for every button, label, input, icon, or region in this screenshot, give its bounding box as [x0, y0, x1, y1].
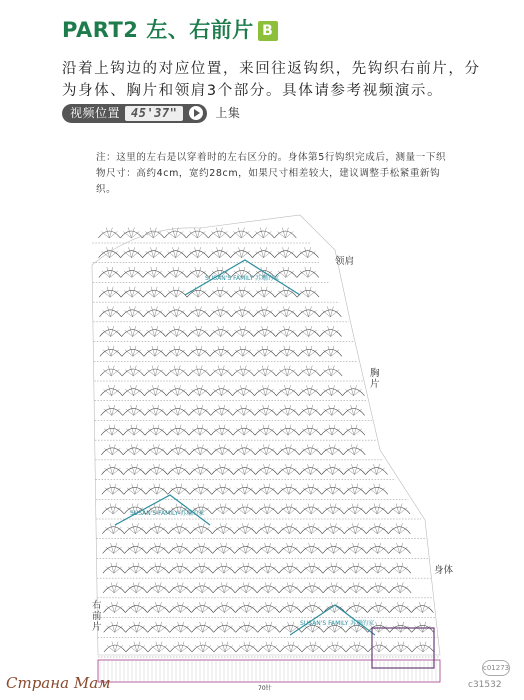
chest-label: 胸片	[370, 368, 380, 390]
svg-text:SUSAN'S FAMILY 苏珊的家: SUSAN'S FAMILY 苏珊的家	[130, 510, 205, 517]
shell-row	[97, 582, 433, 597]
shell-rows	[92, 228, 439, 657]
shell-row	[96, 464, 396, 479]
diagram-marks	[92, 215, 440, 682]
shell-row	[96, 484, 409, 499]
shell-row	[97, 563, 431, 578]
title-text: PART2 左、右前片	[62, 18, 254, 42]
svg-text:SUSAN'S FAMILY 苏珊的家: SUSAN'S FAMILY 苏珊的家	[300, 620, 375, 627]
body-label: 身体	[434, 565, 454, 576]
shell-row	[92, 228, 311, 243]
video-part: 上集	[215, 106, 241, 120]
shell-row	[93, 287, 339, 302]
bottom-stitch-count: 70针	[258, 685, 272, 692]
corner-badge: c01273	[482, 660, 510, 676]
shell-row	[94, 385, 367, 400]
video-time: 45'37"	[125, 106, 183, 121]
part-badge: B	[258, 21, 278, 41]
shell-row	[94, 326, 354, 341]
site-watermark: Страна Мам	[6, 674, 111, 692]
collar-label: 领肩	[335, 256, 355, 267]
shell-row	[95, 425, 376, 440]
shell-row	[95, 444, 383, 459]
shell-row	[93, 247, 321, 262]
right-front-label: 右前片	[92, 600, 102, 633]
shell-row	[98, 622, 438, 637]
shell-row	[97, 602, 435, 617]
shell-row	[98, 642, 440, 657]
intro-text: 沿着上钩边的对应位置，来回往返钩织，先钩织右前片，分为身体、胸片和领肩3个部分。具体请参考视频演示。	[62, 61, 481, 99]
svg-text:SUSAN'S FAMILY 苏珊的家: SUSAN'S FAMILY 苏珊的家	[205, 275, 280, 282]
shell-row	[94, 346, 358, 361]
shell-row	[95, 405, 372, 420]
shell-row	[93, 306, 349, 321]
video-label: 视频位置	[70, 106, 121, 120]
shell-row	[96, 523, 426, 538]
note-text: 注：这里的左右是以穿着时的左右区分的。身体第5行钩织完成后，测量一下织物尺寸：高约4cm，宽约28cm，如果尺寸相差较大，建议调整手松紧重新钩织。	[96, 152, 447, 195]
image-id: c31532	[468, 680, 502, 690]
shell-row	[94, 366, 363, 381]
shell-row	[97, 543, 429, 558]
